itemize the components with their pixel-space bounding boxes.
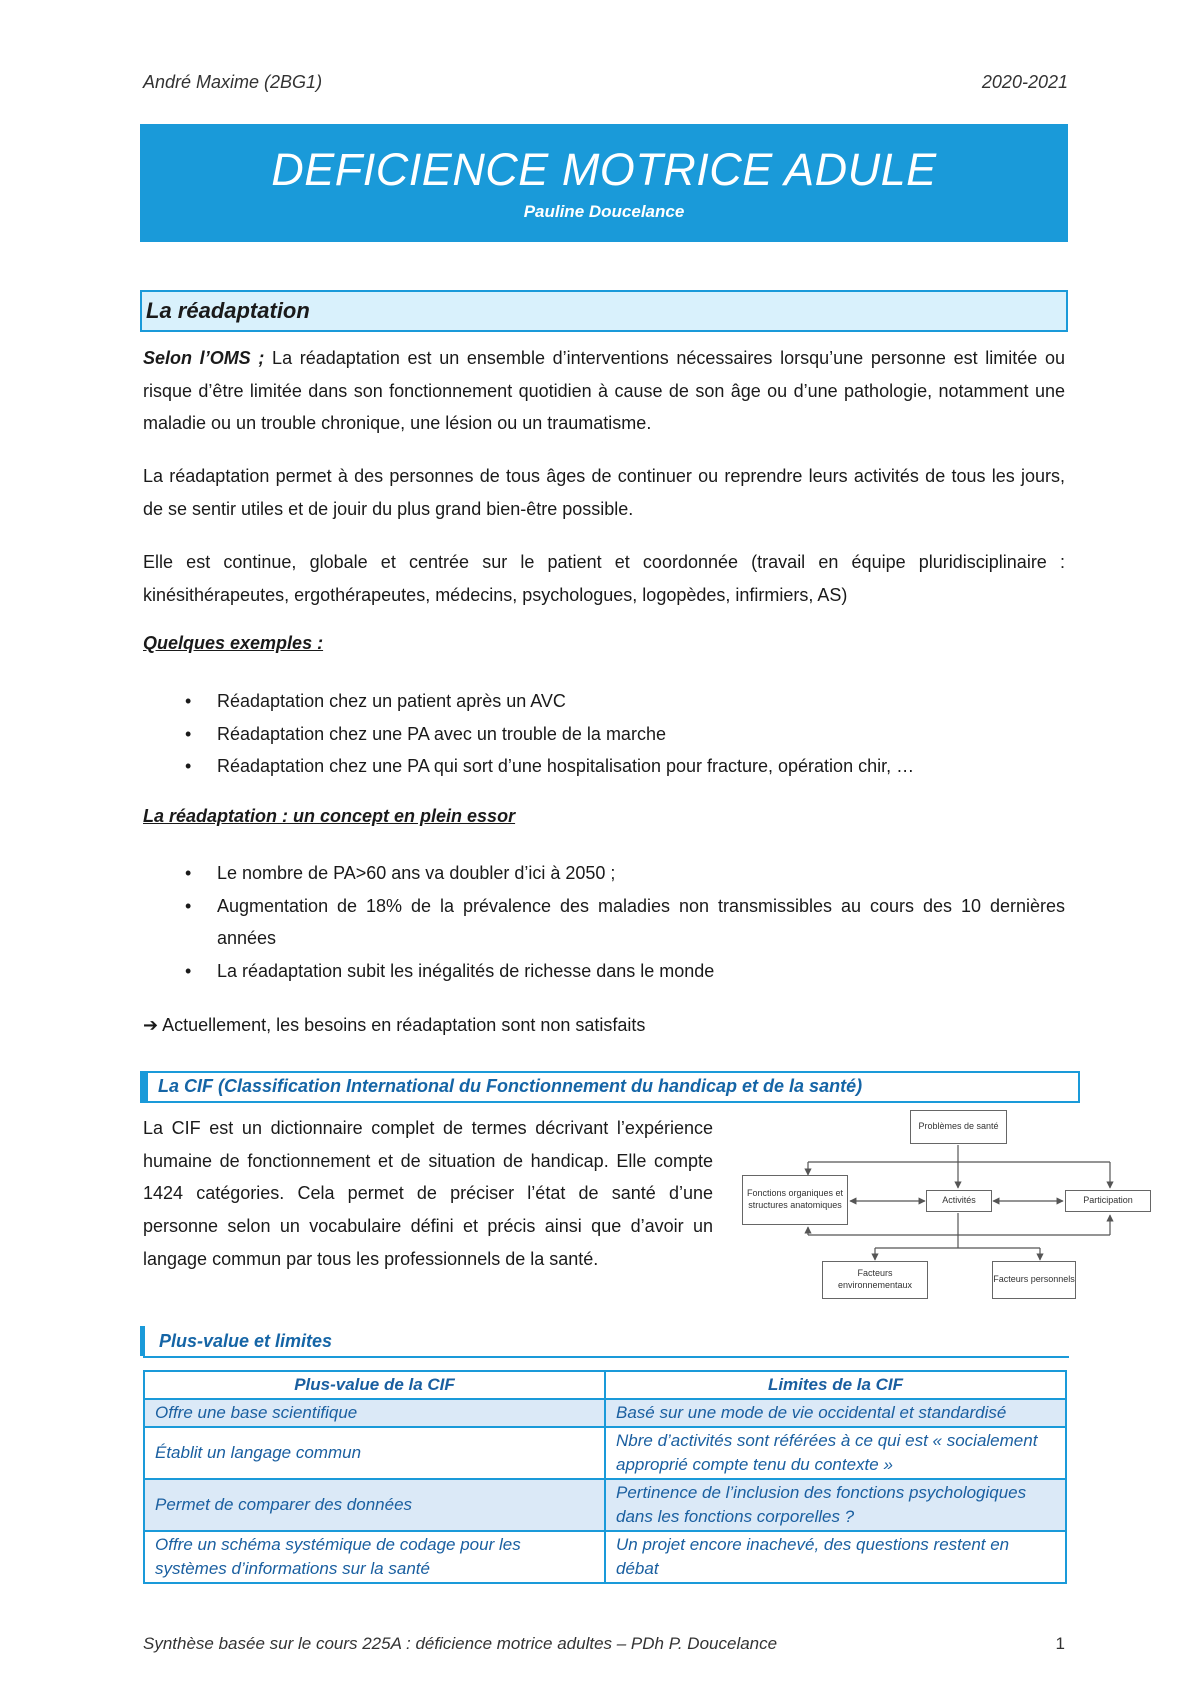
column-header: Limites de la CIF [605,1371,1066,1399]
examples-list [143,685,1065,783]
bullet-icon: • [185,863,192,883]
table-row [144,1427,1066,1479]
table-cell: Offre une base scientifique [144,1399,605,1427]
column-header: Plus-value de la CIF [144,1371,605,1399]
bullet-icon: • [185,691,192,711]
list-item: • Le nombre de PA>60 ans va doubler d’ici à 2050 ; [143,857,1065,890]
header-author: André Maxime (2BG1) [143,72,323,92]
paragraph-oms [143,342,1065,440]
header-year: 2020-2021 [981,72,1068,92]
document-title: DEFICIENCE MOTRICE ADULE [271,144,937,195]
arrow-right-icon: ➔ [143,1015,159,1035]
list-item: • Réadaptation chez un patient après un AVC [143,685,1065,718]
bullet-icon: • [185,960,192,981]
bullet-icon: • [185,756,192,776]
table-cell: Nbre d’activités sont référées à ce qui est « socialement approprié compte tenu du contexte » [605,1427,1066,1479]
diagram-env-factors-box: Facteurs environnementaux [822,1261,928,1299]
list-item: • La réadaptation subit les inégalités de richesse dans le monde [143,955,1065,988]
footer-text: Synthèse basée sur le cours 225A : déficience motrice adultes – PDh P. Doucelance [143,1634,778,1653]
table-cell: Un projet encore inachevé, des questions restent en débat [605,1531,1066,1583]
page-footer [143,1634,1065,1654]
paragraph-lead: Selon l’OMS ; [143,348,265,368]
cif-paragraph: La CIF est un dictionnaire complet de termes décrivant l’expérience humaine de fonctionnement et de situation de handicap. Elle compte 1424 catégories. Cela permet de préciser l’état de santé d’une personne selon un vocabulaire défini et précis ainsi que d’avoir un langage commun par tous les professionnels de la santé. [143,1118,713,1269]
table-row [144,1479,1066,1531]
conclusion-text: Actuellement, les besoins en réadaptation sont non satisfaits [158,1015,646,1035]
diagram-participation-box: Participation [1065,1190,1151,1212]
section-heading-box [140,290,1068,332]
paragraph-purpose: La réadaptation permet à des personnes de tous âges de continuer ou reprendre leurs activités de tous les jours, de se sentir utiles et de jouir du plus grand bien-être possible. [143,466,1065,519]
bullet-icon: • [185,723,192,744]
list-item: • Réadaptation chez une PA avec un trouble de la marche [143,718,1065,751]
diagram-functions-box: Fonctions organiques et structures anatomiques [742,1175,848,1225]
table-row [144,1531,1066,1583]
cif-title: La CIF (Classification International du Fonctionnement du handicap et de la santé) [158,1076,863,1096]
section-title: La réadaptation [146,298,310,323]
table-cell: Pertinence de l’inclusion des fonctions psychologiques dans les fonctions corporelles ? [605,1479,1066,1531]
document-subtitle: Pauline Doucelance [523,202,685,221]
plusvalue-heading [143,1330,1069,1358]
cif-heading-box [140,1071,1080,1103]
paragraph-text: La réadaptation est un ensemble d’interventions nécessaires lorsqu’une personne est limitée ou risque d’être limitée dans son fonctionnement quotidien à cause de son âge ou d’une pathologie, notamment une maladie ou un trouble chronique, une lésion ou un traumatisme. [143,348,1065,433]
bullet-icon: • [185,895,192,916]
paragraph-team: Elle est continue, globale et centrée sur le patient et coordonnée (travail en équipe pluridisciplinaire : kinésithérapeutes, ergothérapeutes, médecins, psychologues, logopèdes, infirmiers, AS) [143,552,1065,605]
table-cell: Basé sur une mode de vie occidental et standardisé [605,1399,1066,1427]
diagram-health-box: Problèmes de santé [910,1110,1007,1144]
examples-heading: Quelques exemples : [143,633,324,653]
concept-heading: La réadaptation : un concept en plein essor [143,806,516,826]
table-cell: Permet de comparer des données [144,1479,605,1531]
list-item: • Augmentation de 18% de la prévalence des maladies non transmissibles au cours des 10 dernières années [143,890,1065,955]
page-number: 1 [1055,1634,1065,1653]
list-item: • Réadaptation chez une PA qui sort d’une hospitalisation pour fracture, opération chir, … [143,750,1065,783]
title-banner [140,124,1068,242]
cif-diagram [740,1105,1155,1305]
diagram-personal-factors-box: Facteurs personnels [992,1261,1076,1299]
diagram-activities-box: Activités [926,1190,992,1212]
conclusion-line [143,1015,645,1036]
heading-accent-bar [140,1326,145,1356]
plusvalue-table [143,1370,1067,1584]
table-header-row [144,1371,1066,1399]
plusvalue-title: Plus-value et limites [159,1331,333,1351]
heading-accent-bar [142,1073,148,1101]
table-cell: Établit un langage commun [144,1427,605,1479]
table-cell: Offre un schéma systémique de codage pour les systèmes d’informations sur la santé [144,1531,605,1583]
concept-list [143,857,1065,987]
table-row [144,1399,1066,1427]
